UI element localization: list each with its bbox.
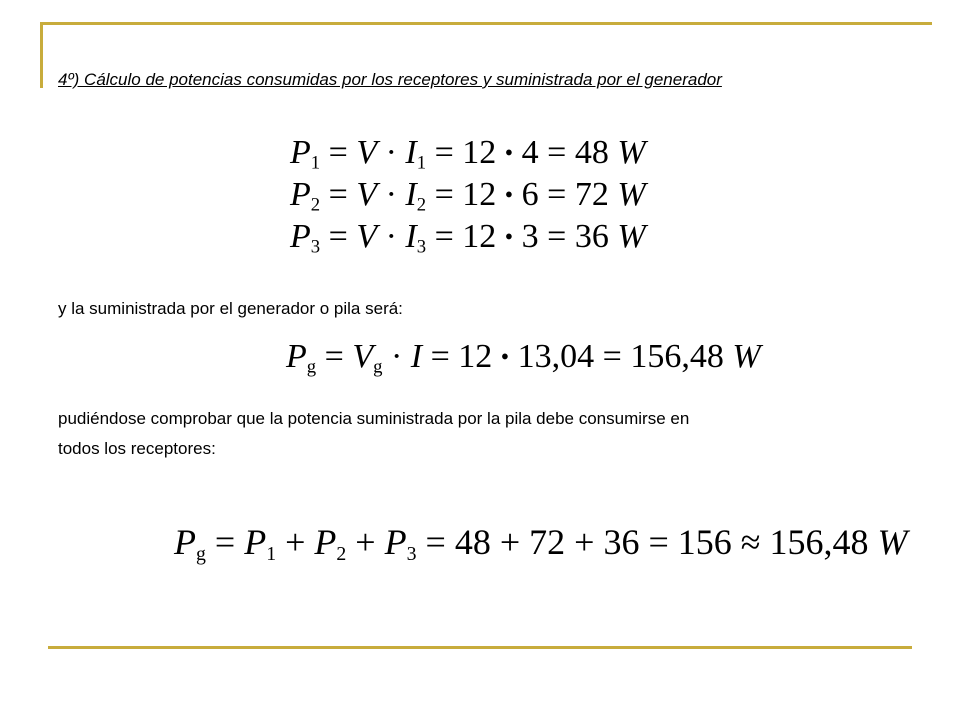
equation-pg: $P_g = V_g \cdot I = 12$ • 13,04 = 156,48 W [286,338,761,378]
equation-p3: $P_3 = V \cdot I_3 = 12$ • 3 = 36 W [290,218,646,258]
text-line-receivers: todos los receptores: [58,439,216,458]
equation-p2: $P_2 = V \cdot I_2 = 12$ • 6 = 72 W [290,176,646,216]
equation-sum: $P_g = P_1 + P_2 + P_3 = 48 + 72 + 36 = 156 \approx 156,48$ W [174,522,908,565]
frame-bottom-border [48,646,912,649]
equation-p1: $P_1 = V \cdot I_1 = 12$ • 4 = 48 W [290,134,646,174]
text-line-generator: y la suministrada por el generador o pila será: [58,299,403,318]
section-heading: 4º) Cálculo de potencias consumidas por los receptores y suministrada por el generador [58,70,722,89]
frame-top-border [40,22,932,25]
frame-left-border [40,22,43,88]
text-line-verify: pudiéndose comprobar que la potencia suministrada por la pila debe consumirse en [58,409,690,428]
